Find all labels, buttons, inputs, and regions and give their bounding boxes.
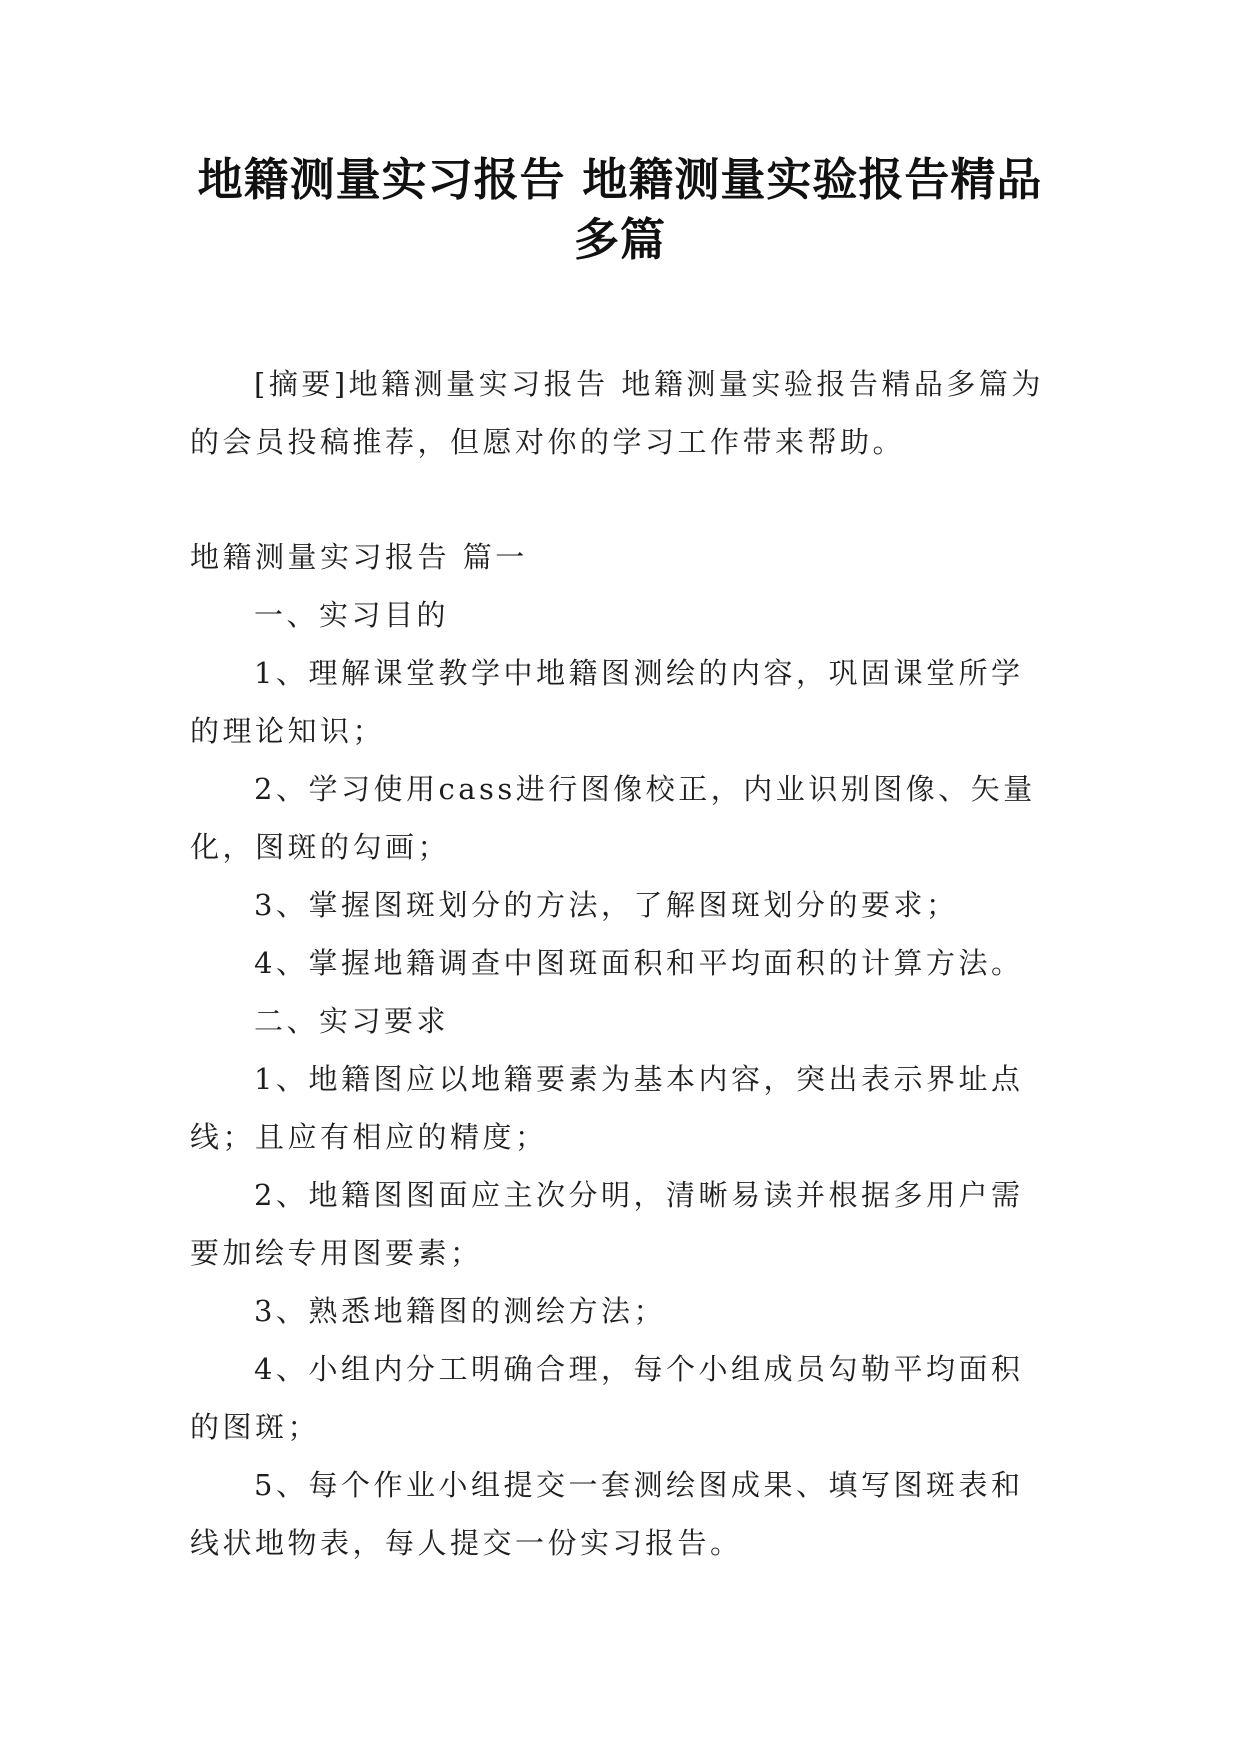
text-line: 1、理解课堂教学中地籍图测绘的内容，巩固课堂所学 [254, 656, 1024, 690]
document-body [190, 528, 1052, 1572]
text-line: 二、实习要求 [254, 1004, 450, 1038]
text-line: 1、地籍图应以地籍要素为基本内容，突出表示界址点 [254, 1062, 1024, 1096]
text-line: 3、熟悉地籍图的测绘方法； [254, 1294, 666, 1328]
text-line: 的图斑； [190, 1410, 321, 1444]
text-line: 的理论知识； [190, 714, 386, 748]
summary-paragraph: [摘要]地籍测量实习报告 地籍测量实验报告精品多篇为的会员投稿推荐，但愿对你的学习工作带来帮助。 [190, 367, 1044, 459]
text-line: 3、掌握图斑划分的方法，了解图斑划分的要求； [254, 888, 959, 922]
text-line: 5、每个作业小组提交一套测绘图成果、填写图斑表和 [254, 1468, 1024, 1502]
title-line-1: 地籍测量实习报告 地籍测量实验报告精品 [197, 153, 1043, 206]
text-line: 化，图斑的勾画； [190, 830, 451, 864]
title-line-2: 多篇 [573, 213, 666, 266]
text-line: 线；且应有相应的精度； [190, 1120, 548, 1154]
text-line: 2、学习使用cass进行图像校正，内业识别图像、矢量 [254, 772, 1036, 806]
text-line: 地籍测量实习报告 篇一 [190, 540, 528, 574]
text-line: 4、小组内分工明确合理，每个小组成员勾勒平均面积 [254, 1352, 1024, 1386]
text-line: 4、掌握地籍调查中图斑面积和平均面积的计算方法。 [254, 946, 1024, 980]
text-line: 要加绘专用图要素； [190, 1236, 483, 1270]
document-title [180, 150, 1060, 270]
text-line: 2、地籍图图面应主次分明，清晰易读并根据多用户需 [254, 1178, 1024, 1212]
text-line: 一、实习目的 [254, 598, 450, 632]
text-line: 线状地物表，每人提交一份实习报告。 [190, 1526, 743, 1560]
